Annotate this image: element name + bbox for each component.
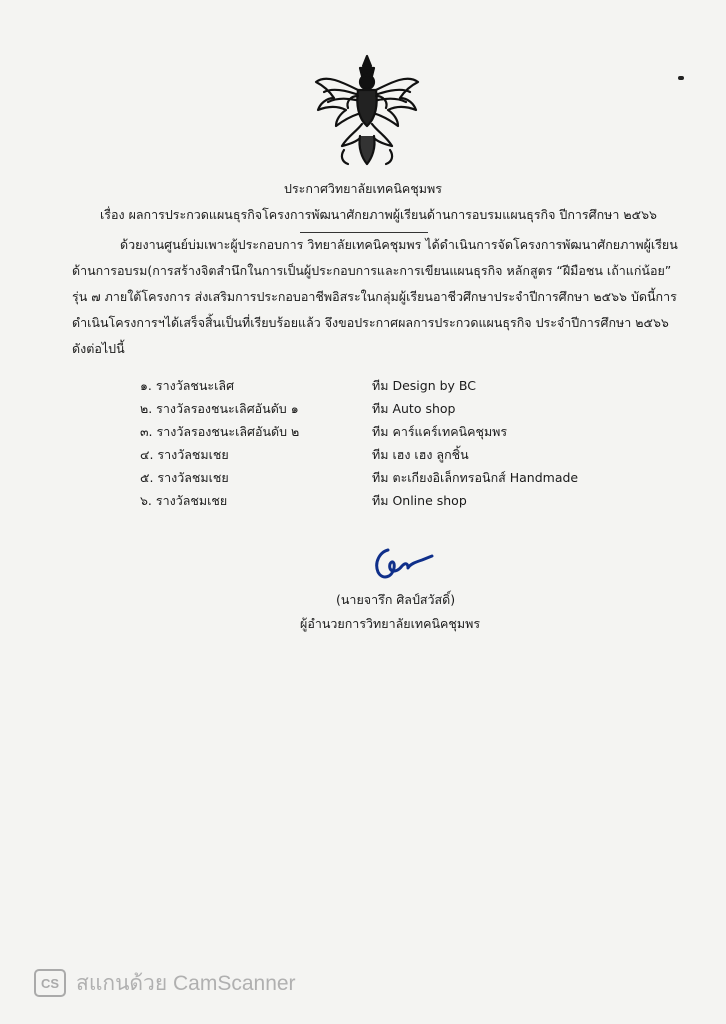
watermark-text: สแกนด้วย CamScanner	[76, 971, 296, 995]
award-team: ทีม คาร์แคร์เทคนิคชุมพร	[372, 424, 508, 439]
award-rank: ๖. รางวัลชมเชย	[140, 493, 228, 508]
document-subject: เรื่อง ผลการประกวดแผนธุรกิจโครงการพัฒนาศักยภาพผู้เรียนด้านการอบรมแผนธุรกิจ ปีการศึกษา ๒๕๖๖	[100, 207, 657, 222]
award-rank: ๕. รางวัลชมเชย	[140, 470, 229, 485]
paragraph-line: ด้านการอบรม(การสร้างจิตสำนึกในการเป็นผู้ประกอบการและการเขียนแผนธุรกิจ หลักสูตร “ฝีมือชน เถ้าแก่น้อย”	[72, 263, 672, 278]
camscanner-watermark	[34, 968, 296, 998]
handwritten-signature	[372, 542, 434, 584]
paragraph-line: ด้วยงานศูนย์บ่มเพาะผู้ประกอบการ วิทยาลัยเทคนิคชุมพร ได้ดำเนินการจัดโครงการพัฒนาศักยภาพผู้เรียน	[120, 237, 678, 252]
award-rank: ๒. รางวัลรองชนะเลิศอันดับ ๑	[140, 401, 299, 416]
document-title: ประกาศวิทยาลัยเทคนิคชุมพร	[284, 181, 442, 196]
award-rank: ๓. รางวัลรองชนะเลิศอันดับ ๒	[140, 424, 300, 439]
garuda-emblem-icon	[312, 52, 422, 167]
award-team: ทีม Auto shop	[372, 401, 456, 416]
award-team: ทีม Design by BC	[372, 378, 476, 393]
stray-mark	[678, 76, 684, 80]
signer-name: (นายจารึก ศิลป์สวัสดิ์)	[336, 592, 456, 607]
award-team: ทีม Online shop	[372, 493, 467, 508]
paragraph-line: ดำเนินโครงการฯได้เสร็จสิ้นเป็นที่เรียบร้อยแล้ว จึงขอประกาศผลการประกวดแผนธุรกิจ ประจำปีการศึกษา ๒๕๖๖	[72, 315, 669, 330]
award-rank: ๔. รางวัลชมเชย	[140, 447, 229, 462]
award-rank: ๑. รางวัลชนะเลิศ	[140, 378, 235, 393]
camscanner-logo-icon: CS	[34, 969, 66, 997]
award-team: ทีม เฮง เฮง ลูกชิ้น	[372, 447, 469, 462]
signer-title: ผู้อำนวยการวิทยาลัยเทคนิคชุมพร	[300, 616, 481, 631]
award-team: ทีม ตะเกียงอิเล็กทรอนิกส์ Handmade	[372, 470, 579, 485]
paragraph-line: รุ่น ๗ ภายใต้โครงการ ส่งเสริมการประกอบอาชีพอิสระในกลุ่มผู้เรียนอาชีวศึกษาประจำปีการศึกษา ๒๕๖๖ บัดนี้การ	[72, 289, 677, 304]
paragraph-line: ดังต่อไปนี้	[72, 341, 125, 356]
